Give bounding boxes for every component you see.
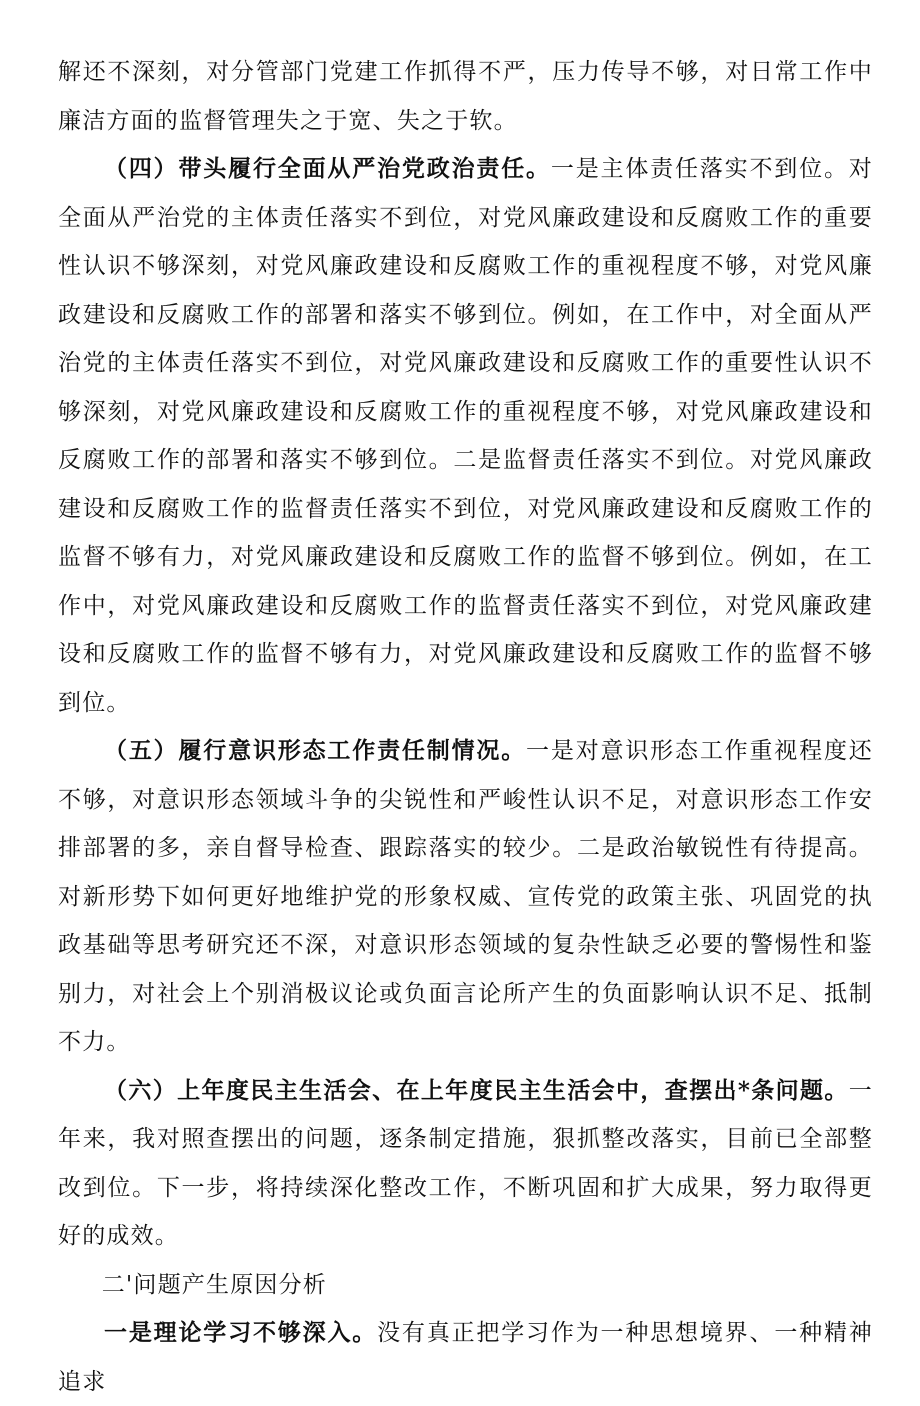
paragraph-cause-1: [58, 1309, 873, 1406]
paragraph-text: 一是对意识形态工作重视程度还不够，对意识形态领域斗争的尖锐性和严峻性认识不足，对意识形态工作安排部署的多，亲自督导检查、跟踪落实的较少。二是政治敏锐性有待提高。对新形势下如何更好地维护党的形象权威、宣传党的政策主张、巩固党的执政基础等思考研究还不深，对意识形态领域的复杂性缺乏必要的警惕性和鉴别力，对社会上个别消极议论或负面言论所产生的负面影响认识不足、抵制不力。: [58, 738, 873, 1055]
paragraph-text: 没有真正把学习作为一种思想境界、一种精神追求: [58, 1320, 873, 1395]
paragraph-heading: （四）带头履行全面从严治党政治责任。: [104, 155, 551, 182]
paragraph-continued: [58, 48, 873, 145]
paragraph-heading: 一是理论学习不够深入。: [104, 1319, 378, 1346]
document-body: [58, 48, 873, 1406]
paragraph-4: [58, 145, 873, 727]
section-title-text: 二'问题产生原因分析: [101, 1271, 328, 1298]
paragraph-heading: （五）履行意识形态工作责任制情况。: [104, 737, 527, 764]
paragraph-text: 一是主体责任落实不到位。对全面从严治党的主体责任落实不到位，对党风廉政建设和反腐败工作的重要性认识不够深刻，对党风廉政建设和反腐败工作的重视程度不够，对党风廉政建设和反腐败工作的部署和落实不够到位。例如，在工作中，对全面从严治党的主体责任落实不到位，对党风廉政建设和反腐败工作的重要性认识不够深刻，对党风廉政建设和反腐败工作的重视程度不够，对党风廉政建设和反腐败工作的部署和落实不够到位。二是监督责任落实不到位。对党风廉政建设和反腐败工作的监督责任落实不到位，对党风廉政建设和反腐败工作的监督不够有力，对党风廉政建设和反腐败工作的监督不够到位。例如，在工作中，对党风廉政建设和反腐败工作的监督责任落实不到位，对党风廉政建设和反腐败工作的监督不够有力，对党风廉政建设和反腐败工作的监督不够到位。: [58, 156, 873, 716]
section-title: [58, 1261, 873, 1310]
paragraph-heading: （六）上年度民主生活会、在上年度民主生活会中，查摆出*条问题。: [104, 1076, 849, 1104]
paragraph-text: 一年来，我对照查摆出的问题，逐条制定措施，狠抓整改落实，目前已全部整改到位。下一步，将持续深化整改工作，不断巩固和扩大成果，努力取得更好的成效。: [58, 1077, 873, 1249]
paragraph-5: [58, 727, 873, 1067]
paragraph-text: 解还不深刻，对分管部门党建工作抓得不严，压力传导不够，对日常工作中廉洁方面的监督管理失之于宽、失之于软。: [58, 59, 873, 134]
paragraph-6: [58, 1067, 873, 1261]
